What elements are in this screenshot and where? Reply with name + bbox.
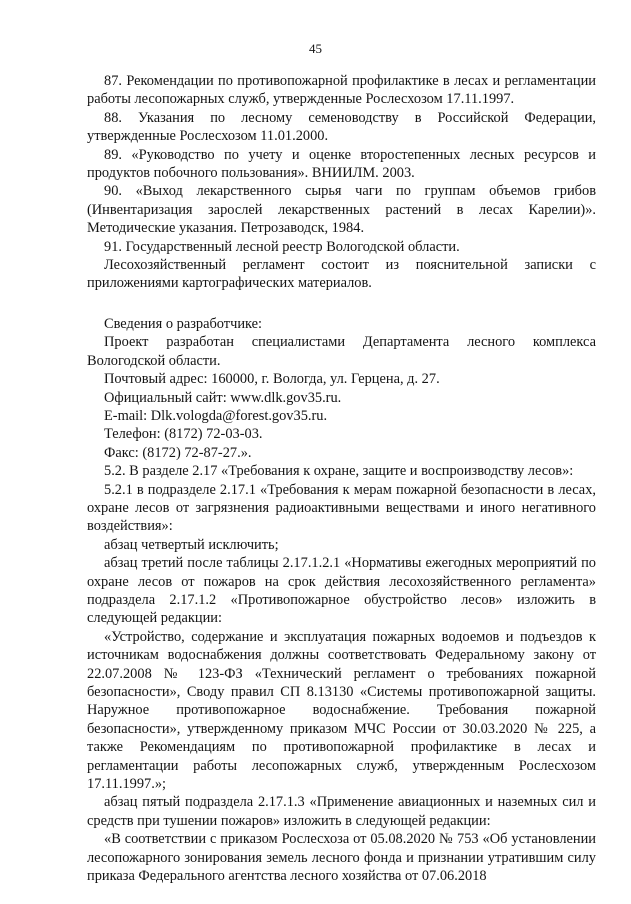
developer-address: Почтовый адрес: 160000, г. Вологда, ул. Герцена, д. 27. [104, 371, 440, 388]
amendment-paragraph-3: абзац третий после таблицы 2.17.1.2.1 «Нормативы ежегодных мероприятий по охране лесов от пожаров на срок действия лесохозяйственного регламента» подраздела 2.17.1.2 «Противопожарное обустройство лесов» изложить в следующей редакции: [87, 555, 596, 627]
section-spacer [87, 293, 596, 315]
developer-website: Официальный сайт: www.dlk.gov35.ru. [104, 389, 342, 406]
amendment-quote-water-supply: «Устройство, содержание и эксплуатация пожарных водоемов и подъездов к источникам водоснабжения должны соответствовать Федеральному закону от 22.07.2008 № 123-ФЗ «Технический регламент о требованиях пожарной безопасности», Своду правил СП 8.13130 «Системы противопожарной защиты. Наружное противопожарное водоснабжение. Требования пожарной безопасности», утвержденному приказом МЧС России от 30.03.2020 № 225, а также Рекомендациям по противопожарной профилактике в лесах и регламентации работы лесопожарных служб, утвержденным Рослесхозом 17.11.1997.»; [87, 628, 596, 793]
amendment-paragraph-4: абзац четвертый исключить; [104, 536, 279, 553]
developer-phone: Телефон: (8172) 72-03-03. [104, 426, 263, 443]
list-item-91: 91. Государственный лесной реестр Вологодской области. [104, 238, 460, 255]
list-item-90: 90. «Выход лекарственного сырья чаги по группам объемов грибов (Инвентаризация зарослей лекарственных растений в лесах Карелии)». Методические указания. Петрозаводск, 1984. [87, 183, 596, 237]
regulation-statement: Лесохозяйственный регламент состоит из пояснительной записки с приложениями картографических материалов. [87, 257, 596, 292]
amendment-quote-zoning: «В соответствии с приказом Рослесхоза от 05.08.2020 № 753 «Об установлении лесопожарного зонирования земель лесного фонда и признании утратившим силу приказа Федерального агентства лесного хозяйства от 07.06.2018 [87, 831, 596, 885]
developer-fax: Факс: (8172) 72-87-27.». [104, 444, 252, 461]
page-number: 45 [309, 41, 322, 56]
amendment-5-2: 5.2. В разделе 2.17 «Требования к охране, защите и воспроизводству лесов»: [104, 463, 574, 480]
list-item-88: 88. Указания по лесному семеноводству в Российской Федерации, утвержденные Рослесхозом 11.01.2000. [87, 109, 596, 145]
list-item-87: 87. Рекомендации по противопожарной профилактике в лесах и регламентации работы лесопожарных служб, утвержденные Рослесхозом 17.11.1997. [87, 73, 596, 108]
document-body [87, 72, 596, 885]
amendment-paragraph-5: абзац пятый подраздела 2.17.1.3 «Применение авиационных и наземных сил и средств при тушении пожаров» изложить в следующей редакции: [87, 794, 596, 829]
developer-email: E-mail: Dlk.vologda@forest.gov35.ru. [104, 407, 328, 424]
list-item-89: 89. «Руководство по учету и оценке второстепенных лесных ресурсов и продуктов побочного пользования». ВНИИЛМ. 2003. [87, 146, 596, 182]
amendment-5-2-1: 5.2.1 в подразделе 2.17.1 «Требования к мерам пожарной безопасности в лесах, охране лесов от загрязнения радиоактивными веществами и иного негативного воздействия»: [87, 481, 596, 535]
developer-project: Проект разработан специалистами Департамента лесного комплекса Вологодской области. [87, 334, 596, 369]
developer-heading: Сведения о разработчике: [104, 315, 263, 332]
